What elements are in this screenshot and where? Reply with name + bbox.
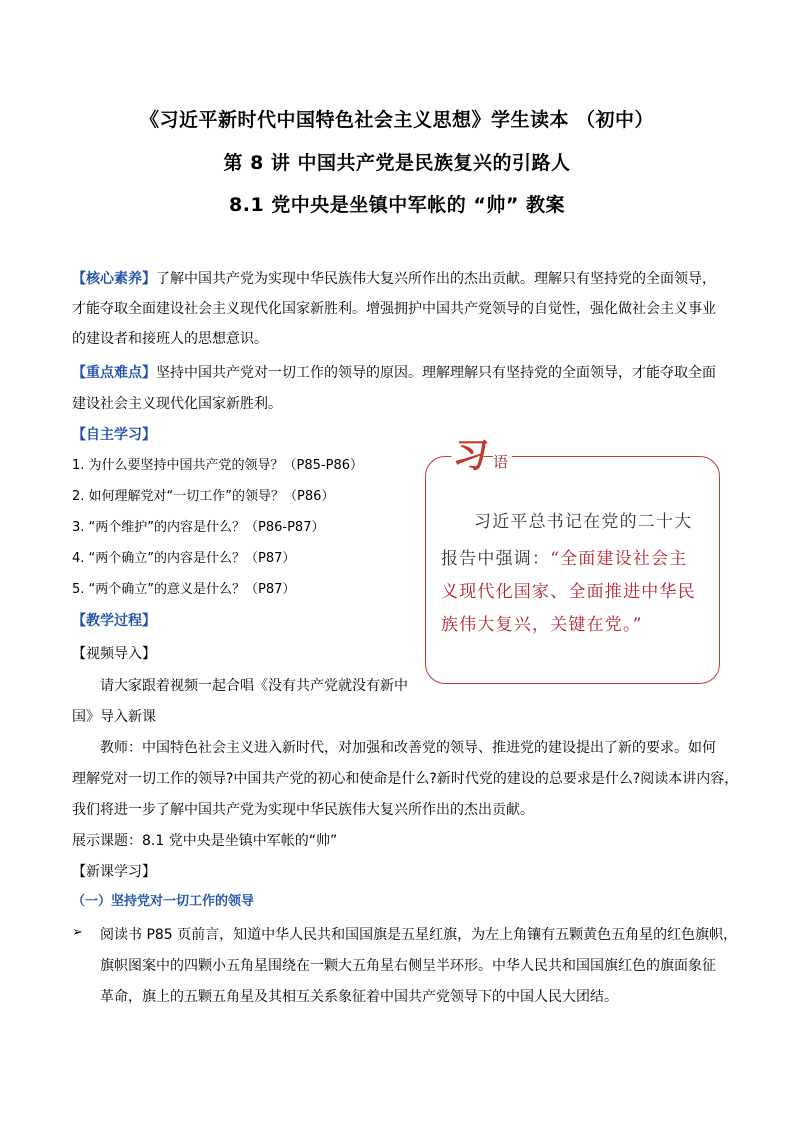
self-study-item-5: 5. “两个确立”的意义是什么？（P87）: [72, 582, 296, 597]
core-literacy-line-3: 的建设者和接班人的思想意识。: [72, 331, 268, 347]
xi-logo-icon: 习: [449, 428, 488, 477]
core-literacy-line-1: [72, 270, 716, 288]
key-points-text-1: 坚持中国共产党对一切工作的领导的原因。理解理解只有坚持党的全面领导，才能夺取全面: [156, 365, 716, 381]
quote-line-2-plain: 报告中强调：: [441, 549, 551, 569]
lecture-title: 第 8 讲 中国共产党是民族复兴的引路人: [223, 152, 571, 174]
key-points-line-2: 建设社会主义现代化国家新胜利。: [72, 396, 282, 412]
teacher-line-2: 理解党对一切工作的领导?中国共产党的初心和使命是什么?新时代党的建设的总要求是什么?阅读本讲内容，: [72, 771, 739, 787]
video-intro-label: 【视频导入】: [72, 646, 156, 662]
new-lesson-label: 【新课学习】: [72, 864, 156, 880]
show-topic: 展示课题：8.1 党中央是坐镇中军帐的“帅”: [72, 833, 338, 849]
video-intro-line-1: 请大家跟着视频一起合唱《没有共产党就没有新中: [100, 678, 408, 694]
teacher-line-1: 教师：中国特色社会主义进入新时代，对加强和改善党的领导、推进党的建设提出了新的要求。如何: [100, 740, 716, 756]
arrow-bullet-icon: ➢: [72, 925, 83, 940]
quote-line-4: 族伟大复兴，关键在党。”: [441, 615, 643, 635]
key-points-line-1: [72, 364, 716, 382]
teaching-process-label: 【教学过程】: [72, 613, 156, 629]
quote-line-2-red: “全面建设社会主: [550, 549, 688, 569]
paragraph-line-1: 阅读书 P85 页前言，知道中华人民共和国国旗是五星红旗，为左上角镶有五颗黄色五角星的红色旗帜，: [100, 927, 738, 943]
section-1-heading: （一）坚持党对一切工作的领导: [72, 894, 255, 909]
self-study-label: 【自主学习】: [72, 427, 156, 443]
quote-line-3: 义现代化国家、全面推进中华民: [441, 582, 696, 602]
video-intro-line-2: 国》导入新课: [72, 709, 156, 725]
self-study-item-2: 2. 如何理解党对“一切工作”的领导？（P86）: [72, 489, 335, 504]
page-title: 《习近平新时代中国特色社会主义思想》学生读本 （初中）: [139, 109, 655, 131]
xi-logo-text: 语: [493, 451, 512, 472]
self-study-item-4: 4. “两个确立”的内容是什么？（P87）: [72, 551, 296, 566]
core-literacy-label: 【核心素养】: [72, 271, 156, 287]
paragraph-line-3: 革命，旗上的五颗五角星及其相互关系象征着中国共产党领导下的中国人民大团结。: [100, 989, 618, 1005]
teacher-line-3: 我们将进一步了解中国共产党为实现中华民族伟大复兴所作出的杰出贡献。: [72, 802, 534, 818]
self-study-item-1: 1. 为什么要坚持中国共产党的领导？（P85-P86）: [72, 458, 363, 473]
quote-line-1: 习近平总书记在党的二十大: [474, 512, 693, 532]
self-study-item-3: 3. “两个维护”的内容是什么？（P86-P87）: [72, 520, 325, 535]
core-literacy-text-1: 了解中国共产党为实现中华民族伟大复兴所作出的杰出贡献。理解只有坚持党的全面领导，: [156, 271, 716, 287]
paragraph-line-2: 旗帜图案中的四颗小五角星围绕在一颗大五角星右侧呈半环形。中华人民共和国国旗红色的旗面象征: [100, 958, 716, 974]
quote-line-2: [441, 544, 688, 569]
core-literacy-line-2: 才能夺取全面建设社会主义现代化国家新胜利。增强拥护中国共产党领导的自觉性，强化做社会主义事业: [72, 301, 716, 317]
quote-box: [425, 456, 720, 684]
key-points-label: 【重点难点】: [72, 365, 156, 381]
lesson-title: 8.1 党中央是坐镇中军帐的 “帅” 教案: [229, 194, 565, 216]
